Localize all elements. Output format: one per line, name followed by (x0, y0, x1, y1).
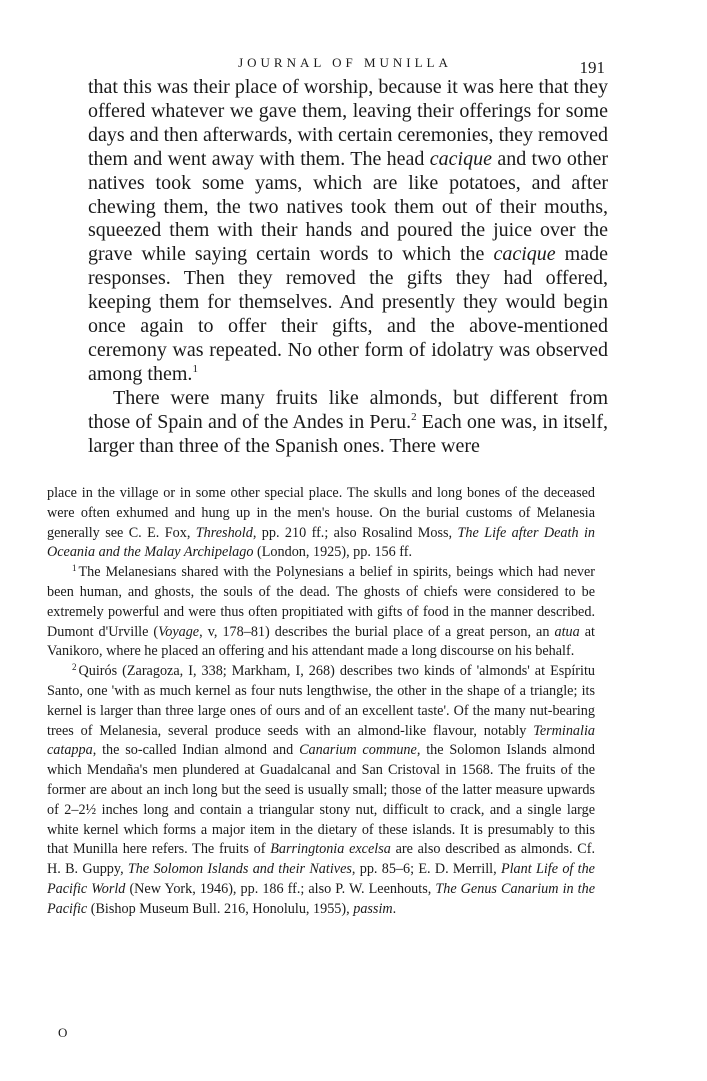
footnote-marker: 1 (72, 563, 77, 574)
text-run: place in the village or in some other special place. The skulls and long bones of the deceased were often exhumed and hung up in the men's house. On the burial customs of Melanesia generally see C. E. Fox, (47, 485, 595, 541)
footnote-2 (47, 662, 595, 919)
paragraph-worship (88, 76, 608, 387)
italic-species: Terminalia catappa (47, 722, 595, 759)
italic-title: The Life after Death in Oceania and the Malay Archipelago (47, 524, 595, 561)
main-text (88, 76, 608, 459)
text-run: , pp. 210 ff.; also Rosalind Moss, (252, 524, 458, 541)
text-run: that this was their place of worship, because it was here that they offered whatever we gave them, leaving their offerings for some days and then afterwards, with certain ceremonies, they removed them and went away with them. The head (88, 76, 608, 170)
footnote-1 (47, 563, 595, 662)
italic-term: atua (554, 623, 580, 640)
italic-title: The Genus Canarium in the Pacific (47, 880, 595, 917)
italic-term: passim (353, 900, 393, 917)
text-run: The Melanesians shared with the Polynesians a belief in spirits, beings which had never been human, and ghosts, the souls of the dead. The ghosts of chiefs were considered to be extremely powerful and were thus often propitiated with gifts of food in the manner described. Dumont d'Urville ( (47, 564, 595, 640)
footnote-reference-1: 1 (192, 362, 198, 375)
text-run: and two other natives took some yams, which are like potatoes, and after chewing them, the two natives took them out of their mouths, squeezed them with their hands and poured the juice over the grave while saying certain words to which the (88, 147, 608, 266)
text-run: , the so-called Indian almond and (92, 742, 300, 759)
footnotes (47, 484, 595, 920)
italic-title: Threshold (195, 524, 253, 541)
text-run: , v, 178–81) describes the burial place of a great person, an (199, 623, 555, 640)
text-run: There were many fruits like almonds, but different from those of Spain and of the Andes in Peru. (88, 386, 608, 433)
text-run: , the Solomon Islands almond which Mendaña's men plundered at Guadalcanal and San Cristoval in 1568. The fruits of the former are about an inch long but the seed is usually small; those of the latter measure upwards of 2–2½ inches long and contain a triangular stony nut, difficult to crack, and a single large white kernel which forms a major item in the dietary of these islands. It is presumably to this that Munilla here refers. The fruits of (47, 742, 595, 858)
italic-title: Voyage (158, 623, 200, 640)
italic-term: cacique (429, 147, 492, 170)
text-run: made responses. Then they removed the gifts they had offered, keeping them for themselves. And presently they would begin once again to offer their gifts, and the above-mentioned ceremony was repeated. No other form of idolatry was observed among them. (88, 243, 608, 385)
footnote-continuation (47, 484, 595, 563)
italic-term: cacique (493, 243, 556, 266)
text-run: Each one was, in itself, larger than three of the Spanish ones. There were (88, 410, 609, 457)
text-run: (Bishop Museum Bull. 216, Honolulu, 1955), (87, 900, 354, 917)
italic-species: Canarium commune (299, 742, 417, 759)
page-number: 191 (579, 58, 605, 77)
italic-species: Barringtonia excelsa (270, 841, 391, 858)
text-run: , pp. 85–6; E. D. Merrill, (351, 861, 501, 878)
text-run: are also described as almonds. Cf. H. B. Guppy, (47, 841, 596, 878)
italic-title: Plant Life of the Pacific World (47, 861, 595, 897)
italic-title: The Solomon Islands and their Natives (127, 861, 352, 878)
footnote-reference-2: 2 (411, 410, 417, 423)
footnote-marker: 2 (72, 662, 77, 673)
text-run: (New York, 1946), pp. 186 ff.; also P. W. Leenhouts, (125, 880, 436, 897)
signature-mark: O (58, 1025, 68, 1040)
text-run: at Vanikoro, where he placed an offering and his attendant made a long discourse on his behalf. (47, 623, 595, 660)
running-title: JOURNAL OF MUNILLA (238, 55, 452, 70)
text-run: . (392, 900, 397, 917)
paragraph-almonds (88, 387, 608, 459)
text-run: (London, 1925), pp. 156 ff. (253, 544, 413, 561)
text-run: Quirós (Zaragoza, I, 338; Markham, I, 268) describes two kinds of 'almonds' at Espíritu Santo, one 'with as much kernel as four nuts lengthwise, the other in the shape of a triangle; its kernel is larger than three large ones of ours and of an excellent taste'. Of the many nut-bearing trees of Melanesia, several produce seeds with an almond-like flavour, notably (47, 663, 595, 739)
